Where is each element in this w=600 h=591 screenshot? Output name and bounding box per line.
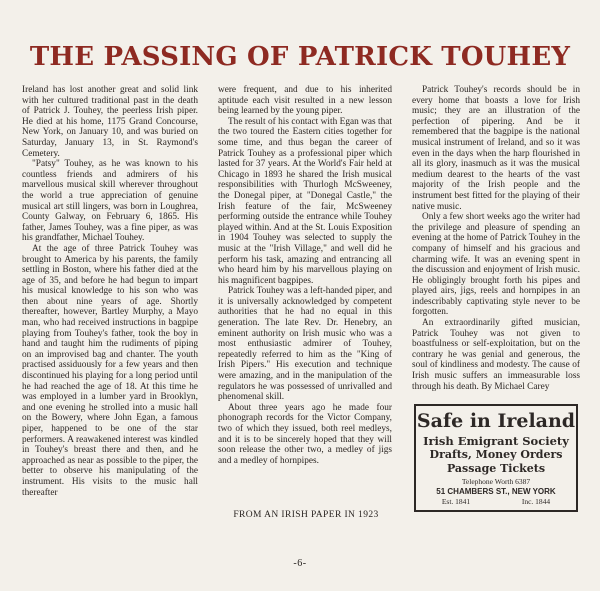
article-column-2 [218,85,392,466]
article-column-1 [22,85,198,498]
ad-headline: Safe in Ireland [416,410,576,432]
paragraph: About three years ago he made four phonograph records for the Victor Company, two of which they issued, both reel medleys, and it is to be sincerely hoped that they will soon release the other two, a medley of jigs and a medley of hornpipes. [218,402,392,466]
paragraph: At the age of three Patrick Touhey was brought to America by his parents, the family settling in Boston, where his father died at the age of 35, and before he had begun to impart his musical knowledge to his son who was then about nine years of age. Shortly thereafter, however, Bartley Murphy, a Mayo man, who had received instructions in bagpipe playing from Touhey's father, took the boy in hand and taught him the rudiments of piping on an improvised bag and chanter. The youth practised assiduously for a few years and then discontinued his playing for a long period until he had reached the age of 18. At this time he was employed in a lumber yard in Brooklyn, and one evening he strolled into a music hall on the Bowery, where John Egan, a famous piper, happened to be one of the star performers. A reawakened interest was kindled in Touhey's breast there and then, and he approached as near as possible to the piper, the better to observe his manipulating of the instrument. His visits to the music hall thereafter [22,243,198,498]
ad-years [416,497,576,507]
advertisement-box [414,404,578,512]
paragraph: Patrick Touhey was a left-handed piper, and it is universally acknowledged by competent authorities that he had no equal in this generation. The late Rev. Dr. Henebry, an eminent authority on Irish music who was a most enthusiastic admirer of Touhey, repeatedly referred to him as the "King of Irish Pipers." His execution and technique were amazing, and in the manipulation of the regulators he was possessed of unrivalled and phenomenal skill. [218,286,392,403]
article-title: THE PASSING OF PATRICK TOUHEY [29,42,571,72]
ad-incorporated: Inc. 1844 [521,497,551,506]
article-column-3 [412,85,580,392]
paragraph: The result of his contact with Egan was that the two toured the Eastern cities together for some time, and thus began the career of Patrick Touhey as a professional piper which lasted for 37 years. At the World's Fair held at Chicago in 1893 he shared the Irish musical responsibilities with Thurlogh McSweeney, the Donegal piper, at "Donegal Castle," the Irish feature of the fair, McSweeney performing outside the entrance while Touhey played within. And at the St. Louis Exposition in 1904 Touhey was selected to supply the music at the "Irish Village," and well did he perform his task, amazing and entrancing all who heard him by his marvellous playing on his magnificent bagpipes. [218,116,392,286]
ad-established: Est. 1841 [441,497,471,506]
ad-address: 51 CHAMBERS ST., NEW YORK [436,487,556,496]
ad-society-name: Irish Emigrant Society [423,434,569,448]
paragraph: An extraordinarily gifted musician, Patrick Touhey was not given to boastfulness or self-exploitation, but on the contrary he was genial and generous, the soul of kindliness and modesty. The cause of Irish music suffers an immeasurable loss through his death. By Michael Carey [412,318,580,392]
page-number: -6- [293,558,307,569]
paragraph: Ireland has lost another great and solid link with her cultured traditional past in the death of Patrick J. Touhey, the peerless Irish piper. He died at his home, 1175 Grand Concourse, New York, on January 10, and was buried on Saturday, January 13, in St. Raymond's Cemetery. [22,85,198,159]
ad-tickets: Passage Tickets [446,462,546,475]
source-credit: FROM AN IRISH PAPER IN 1923 [233,510,379,520]
paragraph: Only a few short weeks ago the writer had the privilege and pleasure of spending an evening at the home of Patrick Touhey in the company of himself and his gracious and charming wife. It was an evening spent in the discussion and enjoyment of Irish music. He obligingly brought forth his pipes and played airs, jigs, reels and hornpipes in an indescribably captivating style never to be forgotten. [412,212,580,318]
paragraph: Patrick Touhey's records should be in every home that boasts a love for Irish music; they are an illustration of the perfection of pipering. And be it remembered that the bagpipe is the national musical instrument of Ireland, and so it was even in the days when the harp flourished in all its glory, inasmuch as it was the musical medium dearest to the hearts of the vast majority of the Irish people and the instrument best fitted for the playing of their native music. [412,85,580,212]
ad-drafts: Drafts, Money Orders [429,448,563,461]
paragraph: were frequent, and due to his inherited aptitude each visit resulted in a new lesson being learned by the young piper. [218,85,392,117]
paragraph: "Patsy" Touhey, as he was known to his countless friends and admirers of his marvellous musical skill wherever throughout the world a true appreciation of genuine musical art still lingers, was born in Loughrea, County Galway, on February 6, 1865. His father, James Touhey, was a fine piper, as was his grandfather, Michael Touhey. [22,159,198,244]
ad-phone: Telephone Worth 6387 [461,477,531,486]
